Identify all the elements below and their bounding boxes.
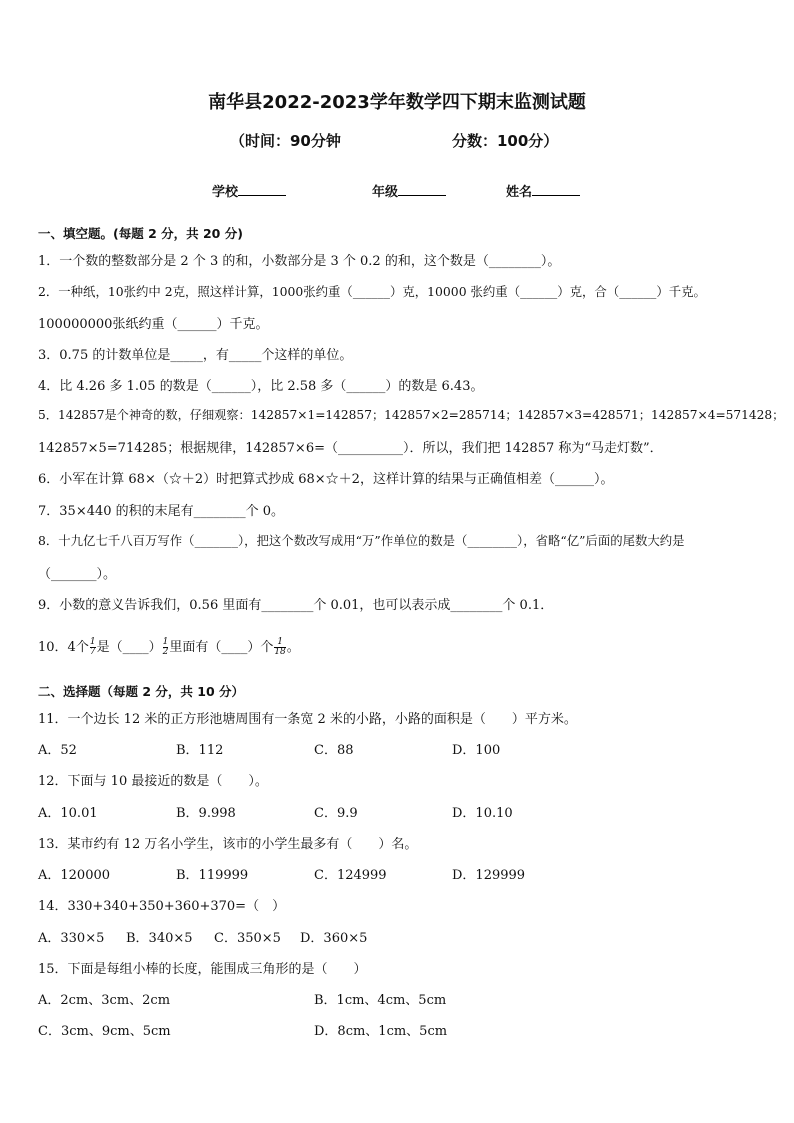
name-field [506,181,580,200]
question-10-text-c: 里面有（____）个 [169,640,274,655]
question-8-cont: （_______）。 [38,567,117,582]
school-field [212,181,286,200]
question-5-cont: 142857×5=714285；根据规律，142857×6=（__________）．所以，我们把 142857 称为“马走灯数”． [38,441,663,456]
q14-option-d[interactable]: D．360×5 [300,931,368,946]
q15-option-c[interactable]: C．3cm、9cm、5cm [38,1024,171,1039]
question-4: 4．比 4.26 多 1.05 的数是（______），比 2.58 多（______）的数是 6.43。 [38,379,484,394]
q14-option-b[interactable]: B．340×5 [126,931,193,946]
school-label: 学校 [212,185,239,200]
q11-option-b[interactable]: B．112 [176,743,224,758]
fraction-one-half: $\frac{1}{2}$ [162,637,169,657]
name-label: 姓名 [506,185,533,200]
q11-option-d[interactable]: D．100 [452,743,501,758]
question-8: 8．十九亿七千八百万写作（_______），把这个数改写成用“万”作单位的数是（________），省略“亿”后面的尾数大约是 [38,533,685,548]
q14-option-a[interactable]: A．330×5 [38,931,105,946]
question-10-text-d: 。 [286,640,300,655]
q15-option-b[interactable]: B．1cm、4cm、5cm [314,993,447,1008]
question-7: 7．35×440 的积的末尾有________个 0。 [38,504,285,519]
question-2: 2．一种纸，10张约中 2克，照这样计算，1000张约重（______）克，10000 张约重（______）克，合（______）千克。 [38,284,706,299]
school-blank[interactable] [238,183,286,196]
q13-option-b[interactable]: B．119999 [176,868,249,883]
question-12: 12．下面与 10 最接近的数是（ ）。 [38,774,268,789]
q15-option-d[interactable]: D．8cm、1cm、5cm [314,1024,448,1039]
question-13: 13．某市约有 12 万名小学生，该市的小学生最多有（ ）名。 [38,837,418,852]
exam-time: （时间：90分钟 [230,132,341,150]
question-14: 14．330+340+350+360+370=（ ） [38,899,286,914]
question-5: 5．142857是个神奇的数，仔细观察：142857×1=142857；142857×2=285714；142857×3=428571；142857×4=571428； [38,408,785,422]
question-2-cont: 100000000张纸约重（______）千克。 [38,317,269,332]
q12-option-d[interactable]: D．10.10 [452,806,513,821]
question-11: 11．一个边长 12 米的正方形池塘周围有一条宽 2 米的小路，小路的面积是（ ）平方米。 [38,712,577,727]
question-10-text-b: 是（____） [96,640,162,655]
fraction-one-seventh: $\frac{1}{7}$ [89,637,96,657]
q13-option-c[interactable]: C．124999 [314,868,387,883]
question-6: 6．小军在计算 68×（☆＋2）时把算式抄成 68×☆＋2，这样计算的结果与正确值相差（______）。 [38,472,614,487]
q12-option-c[interactable]: C．9.9 [314,806,358,821]
grade-blank[interactable] [398,183,446,196]
question-10-text-a: 10．4个 [38,640,89,655]
page-title: 南华县2022-2023学年数学四下期末监测试题 [208,92,586,113]
question-1: 1．一个数的整数部分是 2 个 3 的和，小数部分是 3 个 0.2 的和，这个数是（________）。 [38,254,561,269]
question-10 [38,636,300,657]
grade-label: 年级 [372,185,399,200]
fraction-one-eighteenth: $\frac{1}{18}$ [274,637,286,657]
question-3: 3．0.75 的计数单位是_____，有_____个这样的单位。 [38,348,353,363]
name-blank[interactable] [532,183,580,196]
q13-option-d[interactable]: D．129999 [452,868,526,883]
exam-score: 分数：100分） [452,132,559,150]
q12-option-a[interactable]: A．10.01 [38,806,98,821]
q12-option-b[interactable]: B．9.998 [176,806,236,821]
q11-option-a[interactable]: A．52 [38,743,77,758]
q13-option-a[interactable]: A．120000 [38,868,111,883]
grade-field [372,181,446,200]
question-15: 15．下面是每组小棒的长度，能围成三角形的是（ ） [38,962,367,977]
q11-option-c[interactable]: C．88 [314,743,354,758]
section-1-heading: 一、填空题。(每题 2 分，共 20 分) [38,226,243,241]
q14-option-c[interactable]: C．350×5 [214,931,281,946]
question-9: 9．小数的意义告诉我们，0.56 里面有________个 0.01，也可以表示成________个 0.1． [38,598,554,613]
q15-option-a[interactable]: A．2cm、3cm、2cm [38,993,171,1008]
section-2-heading: 二、选择题（每题 2 分，共 10 分） [38,684,245,699]
